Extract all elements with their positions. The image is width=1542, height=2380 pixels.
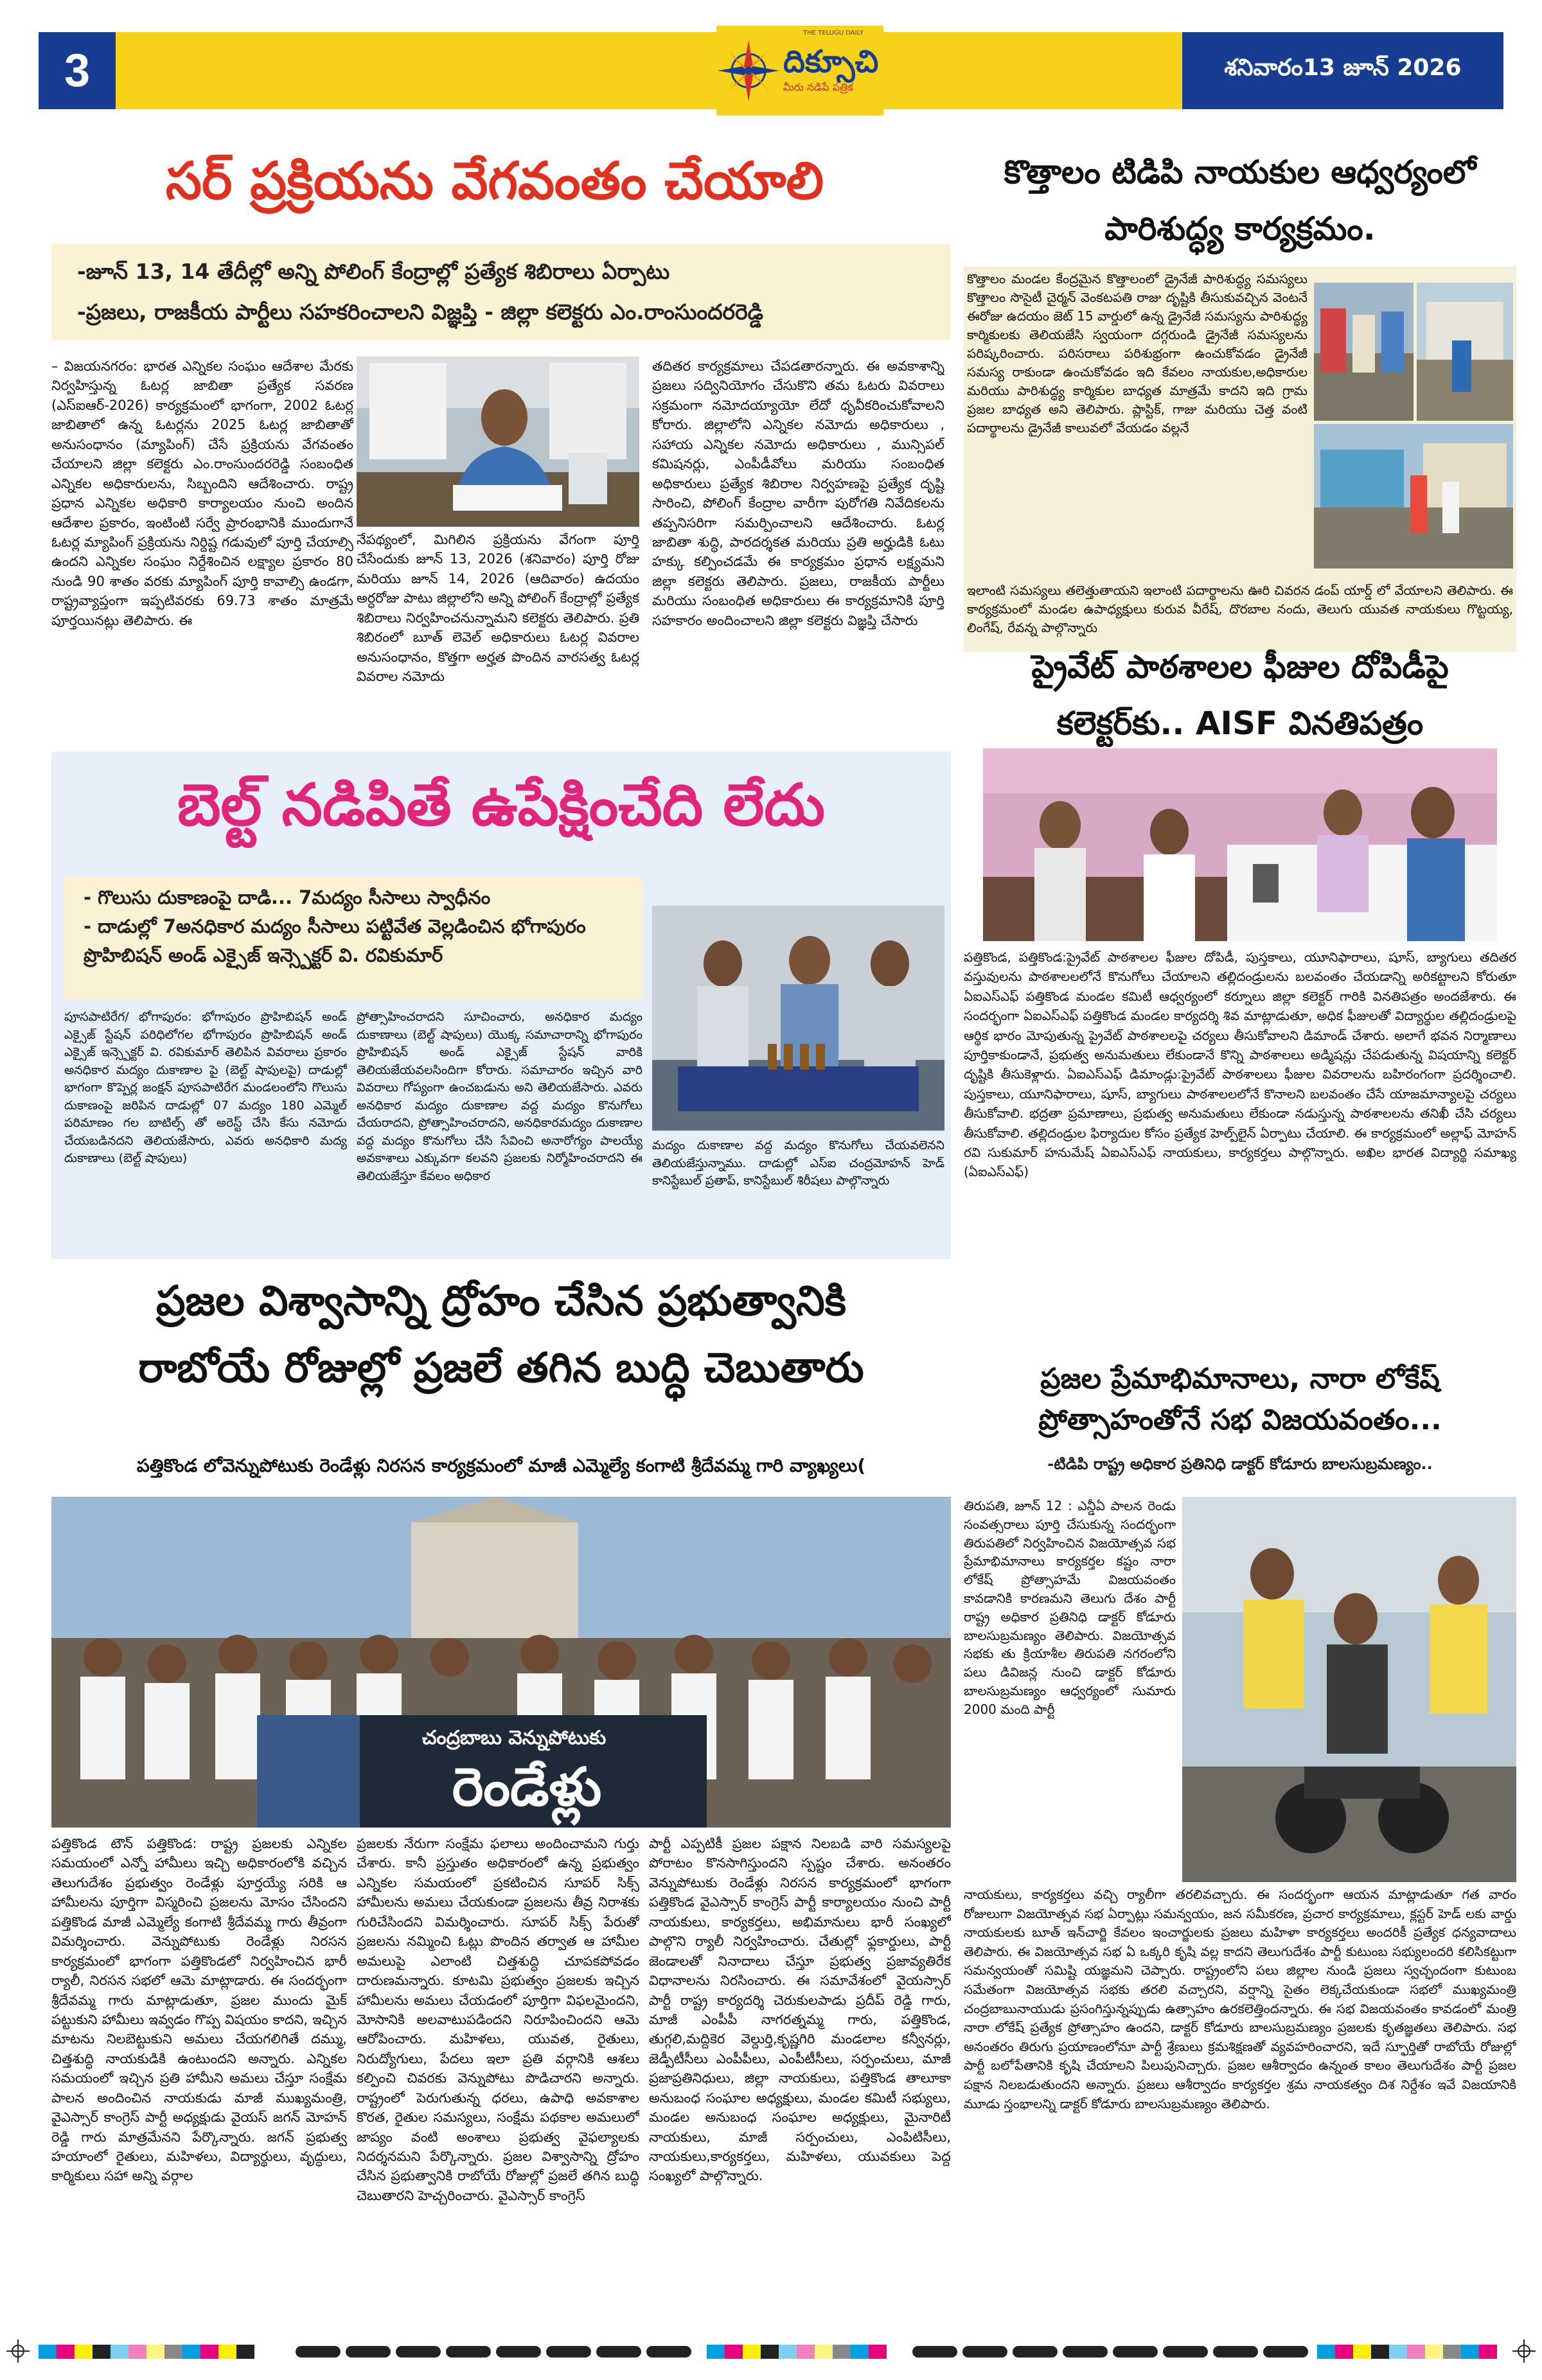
protest-rally-photo [51,1497,951,1828]
article2-sub1: - గొలుసు దుకాణంపై దాడి... 7మద్యం సీసాలు స్వాధీనం [84,886,491,908]
masthead-small-label: THE TELUGU DAILY [803,30,864,37]
article3-column3: పార్టీ ఎప్పటికీ ప్రజల పక్షాన నిలబడి వారి సమస్యలపై పోరాటం కొనసాగిస్తుందని స్పష్టం చేశారు. అనంతరం వెన్నుపోటుకు రెండేళ్లు నిరసన కార్యక్రమంలో భాగంగా పత్తికొండ వైఎస్సార్ కాంగ్రెస్ పార్టీ కార్యాలయం నుంచి పార్టీ నాయకులు, కార్యకర్తలు, అభిమానులు భారీ సంఖ్యలో పాల్గొని ర్యాలీ నిర్వహించారు. చేతుల్లో ఫ్లకార్డులు, పార్టీ జెండాలతో నినాదాలు చేస్తూ ప్రభుత్వ ప్రజావ్యతిరేక విధానాలను నిరసించారు. ఈ సమావేశంలో వైయస్సార్ పార్టీ రాష్ట్ర కార్యదర్శి చెరుకులపాడు ప్రదీప్ రెడ్డి గారు, మాజీ ఎంపీపీ నాగరత్నమ్మ గారు, పత్తికొండ, తుగ్గలి,మద్దికెర వెల్దుర్తి,కృష్ణగిరి మండలాల కన్వీనర్లు, జెడ్పీటీసీలు ఎంపీపీలు, ఎంపీటీసీలు, సర్పంచులు, మాజీ ప్రజాప్రతినిధులు, జిల్లా నాయకులు, పత్తికొండ తాలూకా అనుబంధ సంఘాల అధ్యక్షులు, మండల కమిటీ సభ్యులు, మండల అనుబంధ సంఘాల అధ్యక్షులు, మైనారిటీ నాయకులు, మాజీ సర్పంచులు, ఎంపిటిసీలు, నాయకులు,కార్యకర్తలు, మహిళలు, యువకులు పెద్ద సంఖ్యలో పాల్గొన్నారు. [649,1836,951,2184]
aisf-photo [983,748,1497,941]
article1-sub1: -జూన్ 13, 14 తేదీల్లో అన్ని పోలింగ్ కేంద్రాల్లో ప్రత్యేక శిబిరాలు ఏర్పాటు [77,259,670,284]
article1-column3: తదితర కార్యక్రమాలు చేపడతారన్నారు. ఈ అవకాశాన్ని ప్రజలు సద్వినియోగం చేసుకొని తమ ఓటరు వివరాలు సక్రమంగా నమోదయ్యాయో లేదో ధృవీకరించుకోవాలని కోరారు. జిల్లాలోని ఎన్నికల నమోదు అధికారులు , సహాయ ఎన్నికల నమోదు అధికారులు , మున్సిపల్ కమిషనర్లు, ఎంపీడీవోలు మరియు సంబంధిత అధికారులు ప్రత్యేక శిబిరాల నిర్వహణపై ప్రత్యేక దృష్టి సారించి, పోలింగ్ కేంద్రాల వారీగా పురోగతి నివేదికలను తప్పనిసరిగా సమర్పించాలని ఆదేశించారు. ఓటర్ల జాబితా శుద్ధి, పారదర్శకత మరియు ప్రతి అర్హుడికి ఓటు హక్కు కల్పించడమే ఈ కార్యక్రమం ప్రధాన లక్ష్యమని జిల్లా కలెక్టరు తెలిపారు. ప్రజలు, రాజకీయ పార్టీలు మరియు సంబంధిత అధికారులు ఈ కార్యక్రమానికి పూర్తి సహకారం అందించాలని జిల్లా కలెక్టరు విజ్ఞప్తి చేసారు [652,358,944,628]
color-calibration-bar-left [39,2345,254,2359]
brand-name: దిక్సూచి [783,43,879,80]
article2-column2: ప్రోత్సాహించరాదని సూచించారు, అనధికార మద్యం దుకాణాలు (బెల్ట్ షాపులు) యొక్క సమాచారాన్ని భోగాపురం ప్రొహిబిషన్ అండ్ ఎక్సైజ్ స్టేషన్ వారికి తెలియజేయవలసిందిగా కోరారు. సమాచారం ఇచ్చిన వారి వివరాలు గోప్యంగా ఉంచబడును అని తెలియజేసారు. ఎవరు అనధికార మద్యం దుకాణాల వద్ద మద్యం కొనుగోలు చేయరాదని, ప్రోత్సాహించరాదని, అనధికారమద్యం దుకాణాల వద్ద మద్యం కొనుగోలు చేసి సేవించి అనారోగ్యం పాలయ్యే అవకాశాలు ఎక్కువగా కలవని ప్రజలకు నిర్మోహించరాదని ఈ తెలియజేస్తూ కేవలం అధికార [357,1010,642,1183]
right2-text: పత్తికొండ, పత్తికొండ:ప్రైవేట్ పాఠశాలల ఫీజుల దోపిడీ, పుస్తకాలు, యూనిఫారాలు, షూస్, బ్యాగులు తదితర వస్తువులను పాఠశాలలలోనే కొనుగోలు చేయాలని తల్లిదండ్రులను బలవంతం చేయడాన్ని అరికట్టాలని కోరుతూ ఏఐఎస్ఎఫ్ పత్తికొండ మండల కమిటీ ఆధ్వర్యంలో కర్నూలు జిల్లా కలెక్టర్ గారికి వినతిపత్రం అందజేశారు. ఈ సందర్భంగా ఏఐఎస్ఎఫ్ పత్తికొండ మండల కార్యదర్శి శివ మాట్లాడుతూ, అధిక ఫీజులతో విద్యార్థుల తల్లిదండ్రులపై ఆర్థిక భారం మోపుతున్న ప్రైవేట్ పాఠశాలలపై చర్యలు తీసుకోవాలని డిమాండ్ చేశారు. అలాగే భవన నిర్మాణాలు పూర్తికాకుండానే, ప్రభుత్వ అనుమతులు లేకుండానే కొన్ని పాఠశాలలు అడ్మిషన్లు చేపడుతున్న విషయాన్ని కలెక్టర్ దృష్టికి తీసుకెళ్లారు. ఏఐఎస్ఎఫ్ డిమాండ్లు:ప్రైవేట్ పాఠశాలలు ఫీజుల వివరాలను బహిరంగంగా ప్రదర్శించాలి. పుస్తకాలు, యూనిఫారాలు, షూస్, బ్యాగులు పాఠశాలలలోనే కొనాలని బలవంతం చేసే యాజమాన్యాలపై చర్యలు తీసుకోవాలి. భద్రతా ప్రమాణాలు, ప్రభుత్వ అనుమతులు లేకుండా నడుస్తున్న పాఠశాలలను తనిఖీ చేసి చర్యలు తీసుకోవాలి. తల్లిదండ్రుల ఫిర్యాదుల కోసం ప్రత్యేక హెల్ప్‌లైన్ ఏర్పాటు చేయాలి. ఈ కార్యక్రమంలో అల్లాఫ్ మోహన్ రవి సుకుమార్ హనుమేష్ ఏఐఎస్ఎఫ్ నాయకులు, కార్యకర్తలు పాల్గొన్నారు. అఖిల భారత విద్యార్థి సమాఖ్య (ఏఐఎస్ఎఫ్) [964,949,1516,1180]
article2-subheadings [64,877,642,999]
excise-seizure-photo [652,906,944,1131]
article3-column1: పత్తికొండ టౌన్ పత్తికొండ: రాష్ట్ర ప్రజలకు ఎన్నికల సమయంలో ఎన్నో హామీలు ఇచ్చి అధికారంలోకి వచ్చిన తెలుగుదేశం ప్రభుత్వం రెండేళ్లు పూర్తయ్యే సరికి ఆ హామీలను పూర్తిగా విస్మరించి ప్రజలను మోసం చేసిందని పత్తికొండ మాజీ ఎమ్మెల్యే కంగాటి శ్రీదేవమ్మ గారు తీవ్రంగా విమర్శించారు. వెన్నుపోటుకు రెండేళ్లు నిరసన కార్యక్రమంలో భాగంగా పత్తికొండలో నిర్వహించిన భారీ ర్యాలీ, నిరసన సభలో ఆమె మాట్లాడారు. ఈ సందర్భంగా శ్రీదేవమ్మ గారు మాట్లాడుతూ, ప్రజల ముందు మైక్ పట్టుకుని హామీలు ఇవ్వడం గొప్ప విషయం కాదని, ఇచ్చిన మాటను నిలబెట్టుకుని అమలు చేయగలిగితే దమ్ము, చిత్తశుద్ధి నాయకుడికి ఉంటుందని అన్నారు. ఎన్నికల సమయంలో ఇచ్చిన ప్రతి హామీని అమలు చేస్తూ సంక్షేమ పాలన అందించిన నాయకుడు మాజీ ముఖ్యమంత్రి, వైఎస్సార్ కాంగ్రెస్ పార్టీ అధ్యక్షుడు వైయస్ జగన్ మోహన్ రెడ్డి గారు మాత్రమేనని పేర్కొన్నారు. జగన్ ప్రభుత్వ హయాంలో రైతులు, మహిళలు, విద్యార్థులు, వృద్ధులు, కార్మికులు సహా అన్ని వర్గాల [51,1836,347,2184]
right1-headline: కొత్తాలం టిడిపి నాయకుల ఆధ్వర్యంలో పారిశుద్ధ్య కార్యక్రమం. [1004,154,1476,247]
article1-subheadings [51,244,951,340]
article1-headline: సర్ ప్రక్రియను వేగవంతం చేయాలి [165,151,824,211]
registration-bars-left [296,2346,691,2358]
color-calibration-bar-right [1317,2345,1497,2359]
article2-headline: బెల్ట్ నడిపితే ఉపేక్షించేది లేదు [177,771,825,839]
page-number: 3 [39,32,116,109]
registration-bars-right [912,2346,1308,2358]
article1-column1: – విజయనగరం: భారత ఎన్నికల సంఘం ఆదేశాల మేరకు నిర్వహిస్తున్న ఓటర్ల జాబితా ప్రత్యేక సవరణ (ఎస్ఐఆర్-2026) కార్యక్రమంలో భాగంగా, 2002 ఓటర్ల జాబితాలో ఉన్న ఓటర్లను 2025 ఓటర్ల జాబితాతో అనుసంధానం (మ్యాపింగ్) చేసే ప్రక్రియను వేగవంతం చేయాలని జిల్లా కలెక్టరు ఎం.రాంసుందరరెడ్డి సంబంధిత ఎన్నికల అధికారులను, సిబ్బందిని ఆదేశించారు. రాష్ట్ర ప్రధాన ఎన్నికల అధికారి కార్యాలయం నుంచి అందిన ఆదేశాల ప్రకారం, ఇంటింటి సర్వే ప్రారంభానికి ముందుగానే ఓటర్ల మ్యాపింగ్ ప్రక్రియను నిర్దిష్ట గడువులో పూర్తి చేయాల్సి ఉందని ఎన్నికల సంఘం నిర్దేశించిన లక్ష్యాల ప్రకారం 80 నుండి 90 శాతం వరకు మ్యాపింగ్ పూర్తి కావాల్సి ఉండగా, రాష్ట్రవ్యాప్తంగా ఇప్పటివరకు 69.73 శాతం మాత్రమే పూర్తయినట్లు తెలిపారు. ఈ [51,358,353,628]
right3-column: తిరుపతి, జూన్ 12 : ఎన్డీఏ పాలన రెండు సంవత్సరాలు పూర్తి చేసుకున్న సందర్భంగా తిరుపతిలో నిర్వహించిన విజయోత్సవ సభ ప్రేమాభిమానాలు కార్యకర్తల కష్టం నారా లోకేష్ ప్రోత్సాహమే విజయవంతం కావడానికి కారణమని తెలుగు దేశం పార్టీ రాష్ట్ర అధికార ప్రతినిధి డాక్టర్ కోడూరు బాలసుబ్రమణ్యం తెలిపారు. విజయోత్సవ సభకు తు క్రియాశీల తిరుపతి నగరంలోని పలు డివిజన్ల నుంచి డాక్టర్ కోడూరు బాలసుబ్రమణ్యం ఆధ్వర్యంలో సుమారు 2000 మంది పార్టీ [964,1498,1176,1717]
color-calibration-bar-center [707,2345,887,2359]
right1-text2: ఇలాంటి సమస్యలు తలెత్తుతాయని ఇలాంటి పదార్థాలను ఊరి చివరన డంప్ యార్డ్ లో వేయాలని తెలిపారు. ఈ కార్యక్రమంలో మండల ఉపాధ్యక్షులు కురువ వీరేష్, దొరబాల నందు, తెలుగు యువత నాయకులు గొట్టయ్య, లింగేష్, రేవన్న పాల్గొన్నారు [967,583,1513,635]
masthead [0,0,1542,128]
article1-sub2: -ప్రజలు, రాజకీయ పార్టీలు సహకరించాలని విజ్ఞప్తి - జిల్లా కలెక్టరు ఎం.రాంసుందరరెడ్డి [77,299,764,324]
registration-mark-icon [1511,2338,1537,2364]
masthead-band [77,32,1182,109]
issue-date: శనివారం13 జూన్ 2026 [1182,32,1503,109]
right3-headline: ప్రజల ప్రేమాభిమానాలు, నారా లోకేష్ ప్రోత్సాహంతోనే సభ విజయవంతం... [1038,1362,1442,1436]
sanitation-photo-1 [1314,283,1414,421]
article1-column2: నేపథ్యంలో, మిగిలిన ప్రక్రియను వేగంగా పూర్తి చేసేందుకు జూన్ 13, 2026 (శనివారం) పూర్తి రోజు మరియు జూన్ 14, 2026 (ఆదివారం) ఉదయం అర్ధరోజు పాటు జిల్లాలోని అన్ని పోలింగ్ కేంద్రాల్లో ప్రత్యేక శిబిరాలు నిర్వహించనున్నామని కలెక్టరు తెలిపారు. ప్రతి శిబిరంలో బూత్ లెవెల్ అధికారులు ఓటర్ల వివరాల అనుసంధానం, కొత్తగా అర్హత పొందిన వారసత్వ ఓటర్ల వివరాల నమోదు [357,532,639,685]
article3-headline-line1: ప్రజల విశ్వాసాన్ని ద్రోహం చేసిన ప్రభుత్వానికి [155,1278,847,1325]
newspaper-logo [716,26,883,116]
bike-rally-photo [1182,1497,1516,1882]
sanitation-photo-2 [1417,283,1513,421]
article3-headline-line2: రాబోయే రోజుల్లో ప్రజలే తగిన బుద్ధి చెబుతారు [138,1344,864,1392]
banner-big-text: రెండేళ్లు [452,1757,602,1818]
article3-headline [51,1269,951,1402]
right3-subheading: -టిడిపి రాష్ట్ర అధికార ప్రతినిధి డాక్టర్ కోడూరు బాలసుబ్రమణ్యం.. [1047,1455,1433,1473]
right3-text2: నాయకులు, కార్యకర్తలు వచ్చి ర్యాలీగా తరలివచ్చారు. ఈ సందర్భంగా ఆయన మాట్లాడుతూ గత వారం రోజులుగా విజయోత్సవ సభ ఏర్పాట్లు సమన్వయం, జన సమీకరణ, ప్రచార కార్యక్రమాలు, క్లస్టర్ హెడ్ లకు వార్డు నాయకులకు బూత్ ఇన్‌చార్జి కేవలం ఇంచార్జులకు ప్రజలు మహిళా కార్యకర్తలు అందరికీ ప్రత్యేక ధన్యవాదాలు తెలిపారు. ఈ విజయోత్సవ సభ ఏ ఒక్కరి కృషి వల్ల కాదని తెలుగుదేశం పార్టీ కుటుంబ సభ్యులందరి కలిసికట్టుగా సమన్వయంతో సమిష్టి యజ్ఞమని చెప్పారు. రాష్ట్రంలోని పలు జిల్లాల నుండి ప్రజలు స్వచ్ఛందంగా కుటుంబ సమేతంగా విజయోత్సవ సభకు తరలి వచ్చారని, వర్షాన్ని సైతం లెక్కచేయకుండా సభలో ముఖ్యమంత్రి చంద్రబాబునాయుడు ప్రసంగిస్తున్నప్పుడు ఉత్సాహం ఉరకలెత్తిందన్నారు. ఈ సభ విజయవంతం కావడంలో మంత్రి నారా లోకేష్ ప్రత్యేక ప్రోత్సాహం ఉందని, డాక్టర్ కోడూరు బాలసుబ్రమణ్యం ప్రజలకు కృతజ్ఞతలు తెలిపారు. సభ అనంతరం తిరుగు ప్రయాణంలోనూ పార్టీ శ్రేణులు క్రమశిక్షణతో వ్యవహరించారని, ఇదే స్ఫూర్తితో రాబోయే రోజుల్లో పార్టీ బలోపేతానికి కృషి చేయాలని పిలుపునిచ్చారు. ప్రజల ఆశీర్వాదం ఉన్నంత కాలం తెలుగుదేశం పార్టీ ప్రజల పక్షాన నిలబడుతుందని అన్నారు. ప్రజలు ఆశీర్వాదం కార్యకర్తల శ్రమ నాయకత్వం దిశ నిర్దేశం ఇవే విజయానికి మూడు స్తంభాలన్ని డాక్టర్ కోడూరు బాలసుబ్రమణ్యం తెలిపారు. [964,1887,1516,2111]
article2-column1: పూసపాటిరేగ/ భోగాపురం: భోగాపురం ప్రొహిబిషన్ అండ్ ఎక్సైజ్ స్టేషన్ పరిధిలోగల భోగాపురం ప్రొహిబిషన్ అండ్ ఎక్సైజ్ ఇన్స్పెక్టర్ వి. రవికుమార్ తెలిపిన వివరాలు ప్రకారం అనధికార మద్యం దుకాణాల పై (బెల్ట్ షాపులపై) దాడుల్లో భాగంగా కొప్పెర్ల జంక్షన్ పూసపాటిరేగ మండలంలోని గొలుసు దుకాణంపై జరిపిన దాడుల్లో 07 మద్యం 180 ఎమ్మెల్ పరిమాణం గల బాటిల్స్ తో అరెస్ట్ చేసి కేసు నమోదు చేయబడినదని తెలియజేసారు, ఎవరు అనధికారి మద్య దుకాణాలు (బెల్ట్ షాపులు) [64,1010,347,1166]
article2-sub2: - దాడుల్లో 7అనధికార మద్యం సీసాలు పట్టివేత వెల్లడించిన భోగాపురం ప్రొహిబిషన్ అండ్ ఎక్సైజ్ ఇన్స్పెక్టర్ వి. రవికుమార్ [84,915,586,966]
article3-subheading: పత్తికొండ లోవెన్నుపోటుకు రెండేళ్లు నిరసన కార్యక్రమంలో మాజీ ఎమ్మెల్యే కంగాటి శ్రీదేవమ్మ గారి వ్యాఖ్యలు( [136,1455,866,1476]
right1-text: కొత్తాలం మండల కేంద్రమైన కొత్తాలంలో డ్రైనేజీ పారిశుద్ధ్య సమస్యలు కొత్తాలం సొసైటీ చైర్మన్ వెంకటపతి రాజు దృష్టికి తీసుకువచ్చిన వెంటనే ఈరోజు ఉదయం జెట్ 15 వార్డులో ఉన్న డ్రైనేజీ సమస్యను పారిశుద్ధ్య కార్మికులకు తెలియజేసి స్వయంగా దగ్గరుండి డ్రైనేజీ సమస్యలను పరిష్కరించారు. పరిసరాలు పరిశుభ్రంగా ఉంచుకోవడం డ్రైనేజీ సమస్య రాకుండా ఉంచుకోవడం ఇది కేవలం నాయకుల,అధికారుల మరియు పారిశుద్ధ్య కార్మికుల బాధ్యత మాత్రమే కాదని ఇది గ్రామ ప్రజల బాధ్యత అని తెలిపారు. ప్లాస్టిక్, గాజు మరియు చెత్త వంటి పదార్థాలను డ్రైనేజీ కాలువలో వేయడం వల్లనే [967,271,1307,436]
banner-small-text: చంద్రబాబు వెన్నుపోటుకు [421,1727,607,1749]
right2-headline: ప్రైవేట్ పాఠశాలల ఫీజుల దోపిడీపై కలెక్టర్‌కు.. AISF వినతిపత్రం [1031,648,1449,742]
brand-tagline: మీరు నడిపే పత్రిక [783,80,853,93]
collector-photo [357,357,639,527]
sanitation-photo-3 [1314,424,1513,569]
compass-star-icon [716,39,781,103]
article3-column2: ప్రజలకు నేరుగా సంక్షేమ ఫలాలు అందించామని గుర్తు చేశారు. కానీ ప్రస్తుతం అధికారంలో ఉన్న ప్రభుత్వం ఎన్నికల సమయంలో ప్రకటించిన సూపర్ సిక్స్ హామీలను అమలు చేయకుండా ప్రజలను తీవ్ర నిరాశకు గురిచేసిందని విమర్శించారు. సూపర్ సిక్స్ పేరుతో ప్రజలను నమ్మించి ఓట్లు పొందిన తర్వాత ఆ హామీల అమలుపై ఎలాంటి చిత్తశుద్ధి చూపకపోవడం దారుణమన్నారు. కూటమి ప్రభుత్వం ప్రజలకు ఇచ్చిన హామీలను అమలు చేయడంలో పూర్తిగా విఫలమైందని, మోసానికి అలవాటుపడిందని నిరూపించిందని ఆమె ఆరోపించారు. మహిళలు, యువత, రైతులు, నిరుద్యోగులు, పేదలు ఇలా ప్రతి వర్గానికి ఆశలు కల్పించి చివరకు వెన్నుపోటు పొడిచారని అన్నారు. రాష్ట్రంలో పెరుగుతున్న ధరలు, ఉపాధి అవకాశాల కొరత, రైతుల సమస్యలు, సంక్షేమ పథకాల అమలులో జాప్యం వంటి అంశాలు ప్రభుత్వ వైఫల్యాలకు నిదర్శనమని పేర్కొన్నారు. ప్రజల విశ్వాసాన్ని ద్రోహం చేసిన ప్రభుత్వానికి రాబోయే రోజుల్లో ప్రజలే తగిన బుద్ధి చెబుతారని హెచ్చరించారు. వైఎస్సార్ కాంగ్రెస్ [357,1836,639,2203]
registration-mark-icon [5,2338,31,2364]
article2-column3: మద్యం దుకాణాల వద్ద మద్యం కొనుగోలు చేయవలెనని తెలియజేస్తున్నాము. దాడుల్లో ఎస్ఐ చంద్రమోహన్ హెడ్ కానిస్టేబుల్ ప్రతాప్, కానిస్టేబుల్ శిరీషలు పాల్గొన్నారు [652,1138,944,1188]
